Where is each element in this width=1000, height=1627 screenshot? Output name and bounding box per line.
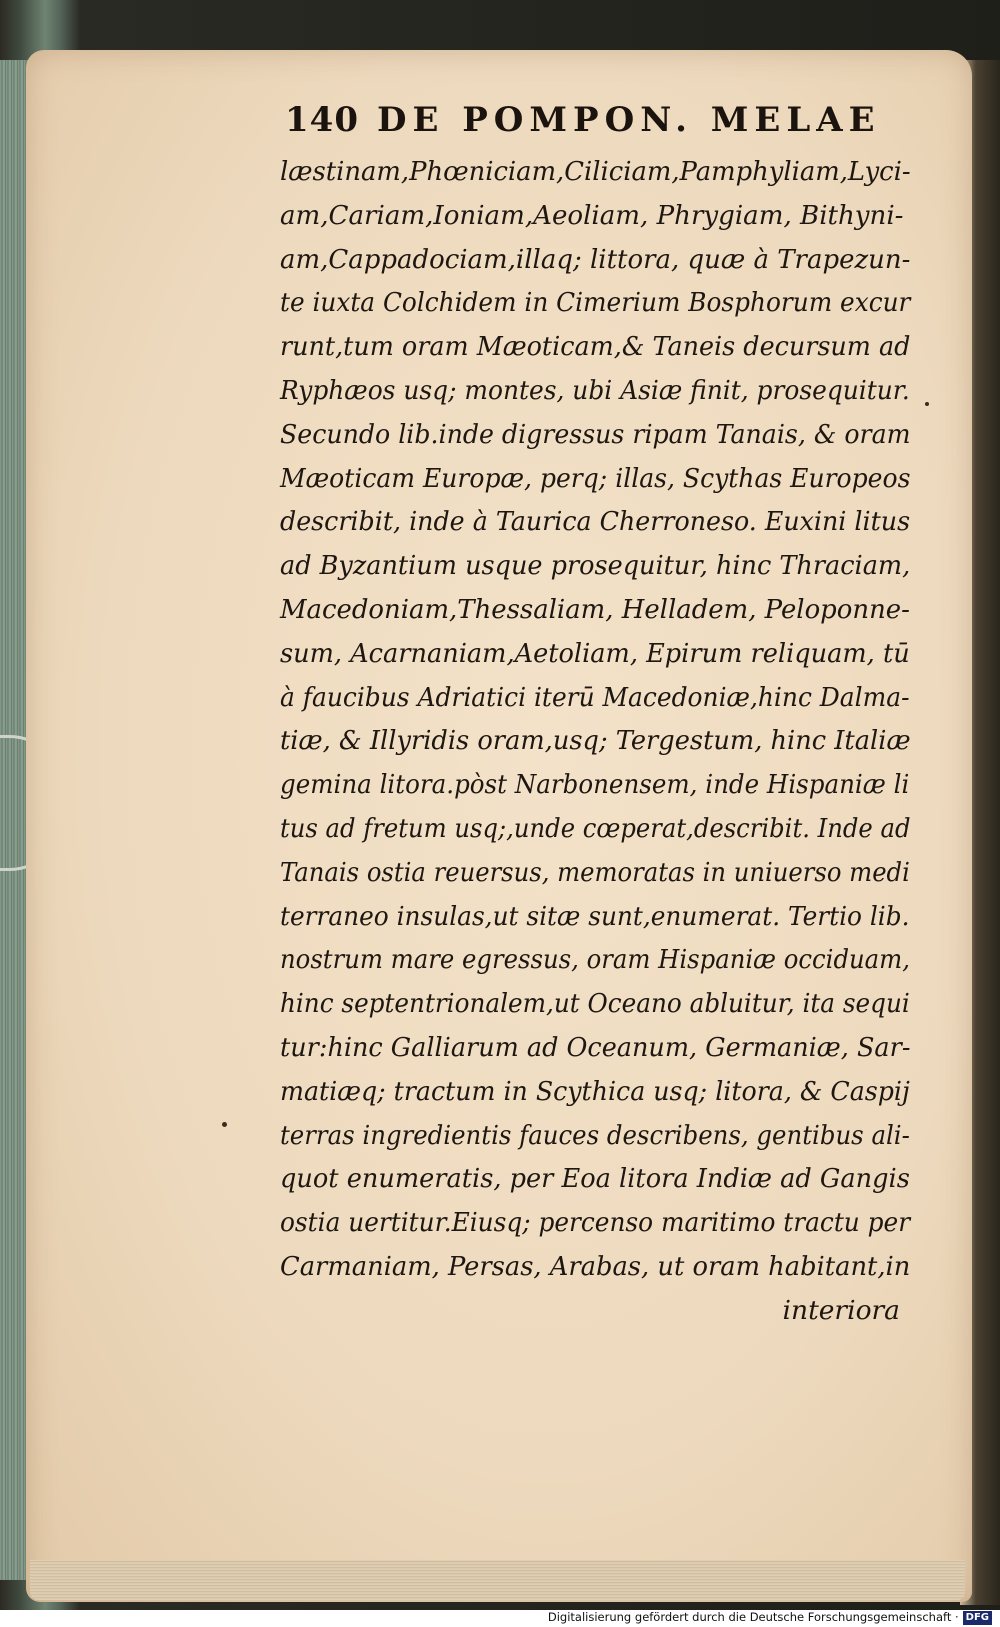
text-line: sum, Acarnaniam,Aetoliam, Epirum reliquam, tū bbox=[280, 637, 910, 669]
ink-speck bbox=[222, 1122, 227, 1127]
page-number: 140 bbox=[285, 100, 359, 140]
text-line: nostrum mare egressus, oram Hispaniæ occiduam, bbox=[280, 944, 910, 976]
text-line: runt,tum oram Mæoticam,& Taneis decursum ad bbox=[280, 331, 911, 363]
text-line: quot enumeratis, per Eoa litora Indiæ ad Gangis bbox=[280, 1163, 910, 1195]
text-line: Mæoticam Europæ, perq; illas, Scythas Europeos bbox=[280, 462, 911, 494]
text-line: describit, inde à Taurica Cherroneso. Euxini litus bbox=[280, 506, 911, 538]
text-line: à faucibus Adriatici iterū Macedoniæ,hinc Dalma- bbox=[280, 681, 910, 713]
catchword: interiora bbox=[782, 1294, 900, 1326]
dfg-logo: DFG bbox=[963, 1611, 992, 1625]
text-line: Carmaniam, Persas, Arabas, ut oram habitant,in bbox=[280, 1250, 911, 1282]
text-line: matiæq; tractum in Scythica usq; litora, & Caspij bbox=[280, 1075, 910, 1107]
text-line: am,Cariam,Ioniam,Aeoliam, Phrygiam, Bithyni- bbox=[280, 199, 904, 231]
text-line: tur:hinc Galliarum ad Oceanum, Germaniæ, Sar- bbox=[280, 1031, 911, 1063]
text-line: terras ingredientis fauces describens, gentibus ali- bbox=[280, 1119, 910, 1151]
text-line: am,Cappadociam,illaq; littora, quæ à Trapezun- bbox=[280, 243, 911, 275]
text-line: hinc septentrionalem,ut Oceano abluitur, ita sequi bbox=[280, 988, 910, 1020]
text-line: Secundo lib.inde digressus ripam Tanais, & oram bbox=[280, 418, 911, 450]
text-line: Tanais ostia reuersus, memoratas in uniuerso medi bbox=[280, 856, 910, 888]
page-edge-bottom bbox=[30, 1560, 965, 1600]
running-header bbox=[285, 100, 885, 148]
digitization-credit bbox=[548, 1609, 992, 1625]
text-line: ostia uertitur.Eiusq; percenso maritimo tractu per bbox=[280, 1207, 911, 1239]
text-line: terraneo insulas,ut sitæ sunt,enumerat. Tertio lib. bbox=[280, 900, 910, 932]
text-line: tus ad fretum usq;,unde cœperat,describit. Inde ad bbox=[280, 812, 911, 844]
text-line: tiæ, & Illyridis oram,usq; Tergestum, hinc Italiæ bbox=[280, 725, 911, 757]
text-line: ad Byzantium usque prosequitur, hinc Thraciam, bbox=[280, 550, 911, 582]
text-line: læstinam,Phœniciam,Ciliciam,Pamphyliam,Lyci- bbox=[280, 156, 911, 187]
running-head-title: DE POMPON. MELAE bbox=[376, 100, 881, 140]
ink-speck bbox=[925, 402, 929, 406]
text-line: te iuxta Colchidem in Cimerium Bosphorum excur bbox=[280, 287, 911, 319]
credit-text: Digitalisierung gefördert durch die Deutsche Forschungsgemeinschaft · bbox=[547, 1610, 959, 1624]
text-line: Ryphæos usq; montes, ubi Asiæ finit, prosequitur. bbox=[280, 374, 910, 406]
text-block bbox=[280, 150, 920, 1333]
text-line: gemina litora.pòst Narbonensem, inde Hispaniæ li bbox=[280, 769, 910, 801]
text-line: Macedoniam,Thessaliam, Helladem, Peloponne- bbox=[280, 593, 910, 625]
